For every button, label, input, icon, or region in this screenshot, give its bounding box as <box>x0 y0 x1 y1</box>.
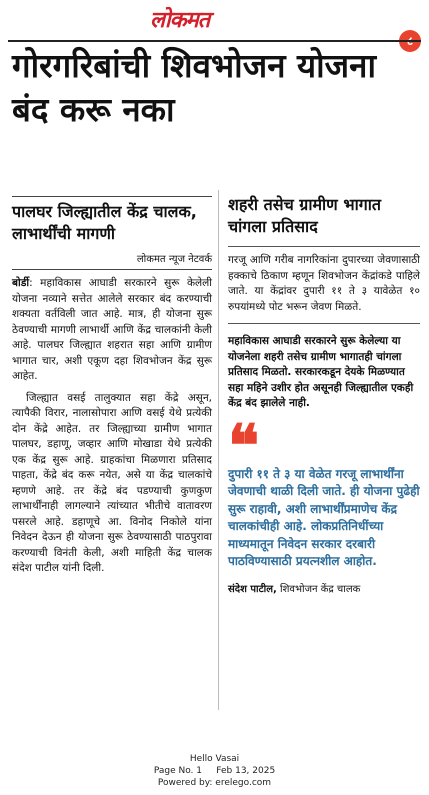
right-rule-2 <box>228 323 420 324</box>
left-column <box>12 190 212 577</box>
dateline-place: बोर्डी <box>12 277 30 289</box>
footer-page-date: Page No. 1 Feb 13, 2025 <box>153 766 276 776</box>
footer-powered: Powered by: erelego.com <box>157 778 272 788</box>
left-paragraph-1 <box>12 276 212 385</box>
left-subheading: पालघर जिल्ह्यातील केंद्र चालक, लाभार्थींची मागणी <box>12 202 197 243</box>
lokmat-logo: लोकमत <box>150 7 210 33</box>
right-column <box>228 190 420 595</box>
pull-quote: दुपारी ११ ते ३ या वेळेत गरजू लाभार्थींना जेवणाची थाळी दिली जाते. ही योजना पुढेही सुरू राहावी, अशी लाभार्थींप्रमाणेच केंद्र चालकांचीही आहे. लोकप्रतिनिधींच्या माध्यमातून निवेदन सरकार दरबारी पाठविण्यासाठी प्रयत्नशील आहोत. <box>228 466 420 568</box>
quote-mark-icon: ❝ <box>228 411 260 480</box>
byline: लोकमत न्यूज नेटवर्क <box>12 251 212 270</box>
right-rule <box>228 246 420 247</box>
footer-edition: Hello Vasai <box>189 754 240 764</box>
left-paragraph-1-text: : महाविकास आघाडी सरकारने सुरू केलेली योजना नव्याने सत्तेत आलेले सरकार बंद करण्याची शक्यता वर्तविली जात आहे. मात्र, ही योजना सुरू ठेवण्याची मागणी लाभार्थी आणि केंद्र चालकांनी केली आहे. पालघर जिल्ह्यात शहरात सहा आणि ग्रामीण भागात चार, अशी एकूण दहा शिवभोजन केंद्र सुरू आहेत. <box>12 277 212 382</box>
right-paragraph-1: गरजू आणि गरीब नागरिकांना दुपारच्या जेवणासाठी हक्काचे ठिकाण म्हणून शिवभोजन केंद्रांकडे पाहिले जाते. या केंद्रांवर दुपारी ११ ते ३ यावेळेत १० रुपयांमध्ये पोट भरून जेवण मिळते. <box>228 254 420 313</box>
left-paragraph-2: जिल्ह्यात वसई तालुक्यात सहा केंद्रे असून, त्यापैकी विरार, नालासोपारा आणि वसई येथे प्रत्येकी दोन केंद्रे आहेत. तर जिल्ह्याच्या ग्रामीण भागात पालघर, डहाणू, जव्हार आणि मोखाडा येथे प्रत्येकी एक केंद्र सुरू आहे. ग्राहकांचा मिळणारा प्रतिसाद पाहता, केंद्रे बंद करू नयेत, असे या केंद्र चालकांचे म्हणणे आहे. तर केंद्रे बंद पडण्याची कुणकुण लाभार्थींनाही लागल्याने त्यांच्यात भीतीचे वातावरण पसरले आहे. डहाणूचे आ. विनोद निकोले यांना निवेदन देऊन ही योजना सुरू ठेवण्यासाठी पाठपुरावा करण्याची विनंती केली, अशी माहिती केंद्र चालक संदेश पाटील यांनी दिली. <box>12 391 212 574</box>
top-rule <box>8 40 421 42</box>
signature-name: संदेश पाटील, <box>228 583 277 595</box>
right-subheading: शहरी तसेच ग्रामीण भागात चांगला प्रतिसाद <box>228 195 381 236</box>
masthead <box>0 0 429 36</box>
right-paragraph-2: महाविकास आघाडी सरकारने सुरू केलेल्या या योजनेला शहरी तसेच ग्रामीण भागातही चांगला प्रतिसाद मिळतो. सरकारकडून देयके मिळण्यात सहा महिने उशीर होत असूनही जिल्ह्यातील एकही केंद्र बंद झालेले नाही. <box>228 335 414 409</box>
headline: गोरगरिबांची शिवभोजन योजना बंद करू नका <box>12 46 377 129</box>
quote-signature <box>228 581 420 595</box>
signature-role: शिवभोजन केंद्र चालक <box>280 583 361 595</box>
column-divider <box>218 190 219 710</box>
